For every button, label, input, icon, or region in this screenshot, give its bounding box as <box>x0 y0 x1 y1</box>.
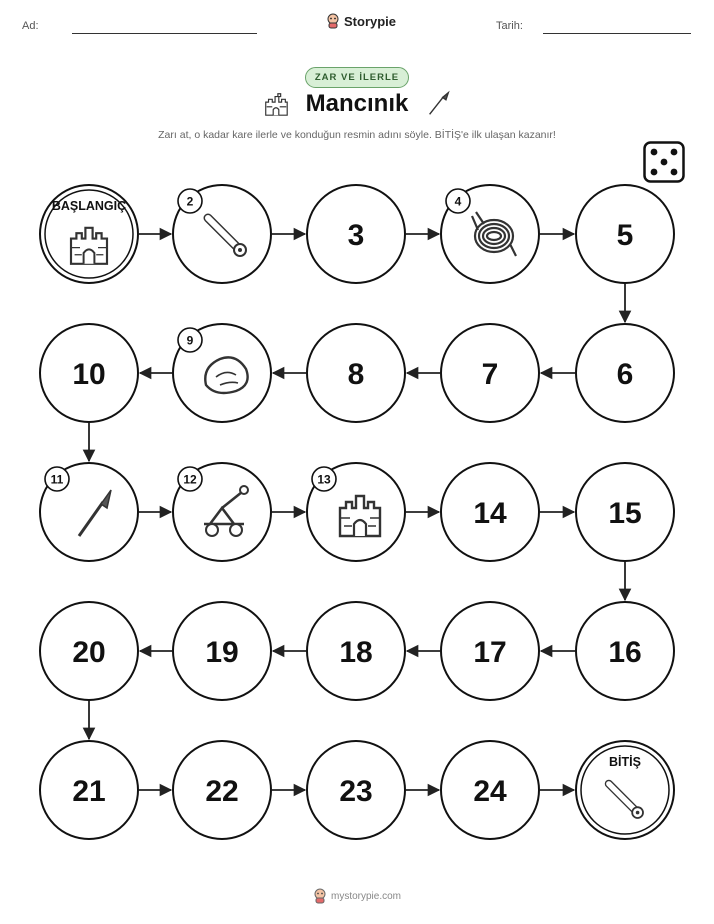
space-number: 3 <box>347 219 365 252</box>
space-number: 10 <box>72 358 106 391</box>
board-space <box>40 324 138 422</box>
castle-icon <box>340 496 380 536</box>
board-space <box>173 324 271 422</box>
board-space <box>40 463 138 561</box>
board-space <box>40 602 138 700</box>
board-space <box>576 324 674 422</box>
board-space <box>576 602 674 700</box>
space-number-badge: 4 <box>454 194 462 209</box>
space-number-badge: 11 <box>50 472 64 487</box>
space-number: 18 <box>339 636 373 669</box>
board-space <box>307 185 405 283</box>
board-space <box>173 463 271 561</box>
board-space <box>576 463 674 561</box>
board-space <box>576 185 674 283</box>
date-label: Tarih: <box>496 20 523 32</box>
finish-space <box>576 741 674 839</box>
space-number: 21 <box>72 775 106 808</box>
board-space <box>307 741 405 839</box>
space-number: 14 <box>473 497 507 530</box>
space-number: 5 <box>616 219 634 252</box>
footer <box>0 888 714 904</box>
finish-label: BİTİŞ <box>609 755 641 769</box>
board-space <box>173 602 271 700</box>
board-space <box>441 185 539 283</box>
space-number-badge: 2 <box>186 194 194 209</box>
space-number: 7 <box>481 358 499 391</box>
brand-name: Storypie <box>344 13 397 29</box>
start-label: BAŞLANGIÇ <box>51 199 127 213</box>
start-space <box>40 185 138 283</box>
board-space <box>441 602 539 700</box>
board-space <box>173 185 271 283</box>
footer-url: mystorypie.com <box>330 890 401 902</box>
space-number: 23 <box>339 775 373 808</box>
space-number: 15 <box>608 497 642 530</box>
board-space <box>307 602 405 700</box>
storypie-logo-icon <box>313 888 327 904</box>
board-space <box>441 741 539 839</box>
space-number: 19 <box>205 636 239 669</box>
name-label: Ad: <box>22 20 39 32</box>
board-space <box>441 324 539 422</box>
space-number: 16 <box>608 636 642 669</box>
space-number-badge: 13 <box>317 472 331 487</box>
space-number: 17 <box>473 636 507 669</box>
board-space <box>307 463 405 561</box>
board-space <box>40 741 138 839</box>
rock-icon <box>205 357 247 393</box>
space-number: 8 <box>347 358 365 391</box>
space-number: 22 <box>205 775 239 808</box>
space-number: 20 <box>72 636 106 669</box>
castle-icon <box>71 228 107 264</box>
board-space <box>441 463 539 561</box>
space-number: 24 <box>473 775 507 808</box>
space-number: 6 <box>616 358 634 391</box>
board-space <box>307 324 405 422</box>
instructions: Zarı at, o kadar kare ilerle ve konduğun resmin adını söyle. BİTİŞ'e ilk ulaşan kazanır! <box>158 129 556 141</box>
board-space <box>173 741 271 839</box>
page-title: Mancınık <box>305 90 409 117</box>
game-type-badge: ZAR VE İLERLE <box>305 67 409 88</box>
space-number-badge: 9 <box>186 333 194 348</box>
space-number-badge: 12 <box>183 472 197 487</box>
